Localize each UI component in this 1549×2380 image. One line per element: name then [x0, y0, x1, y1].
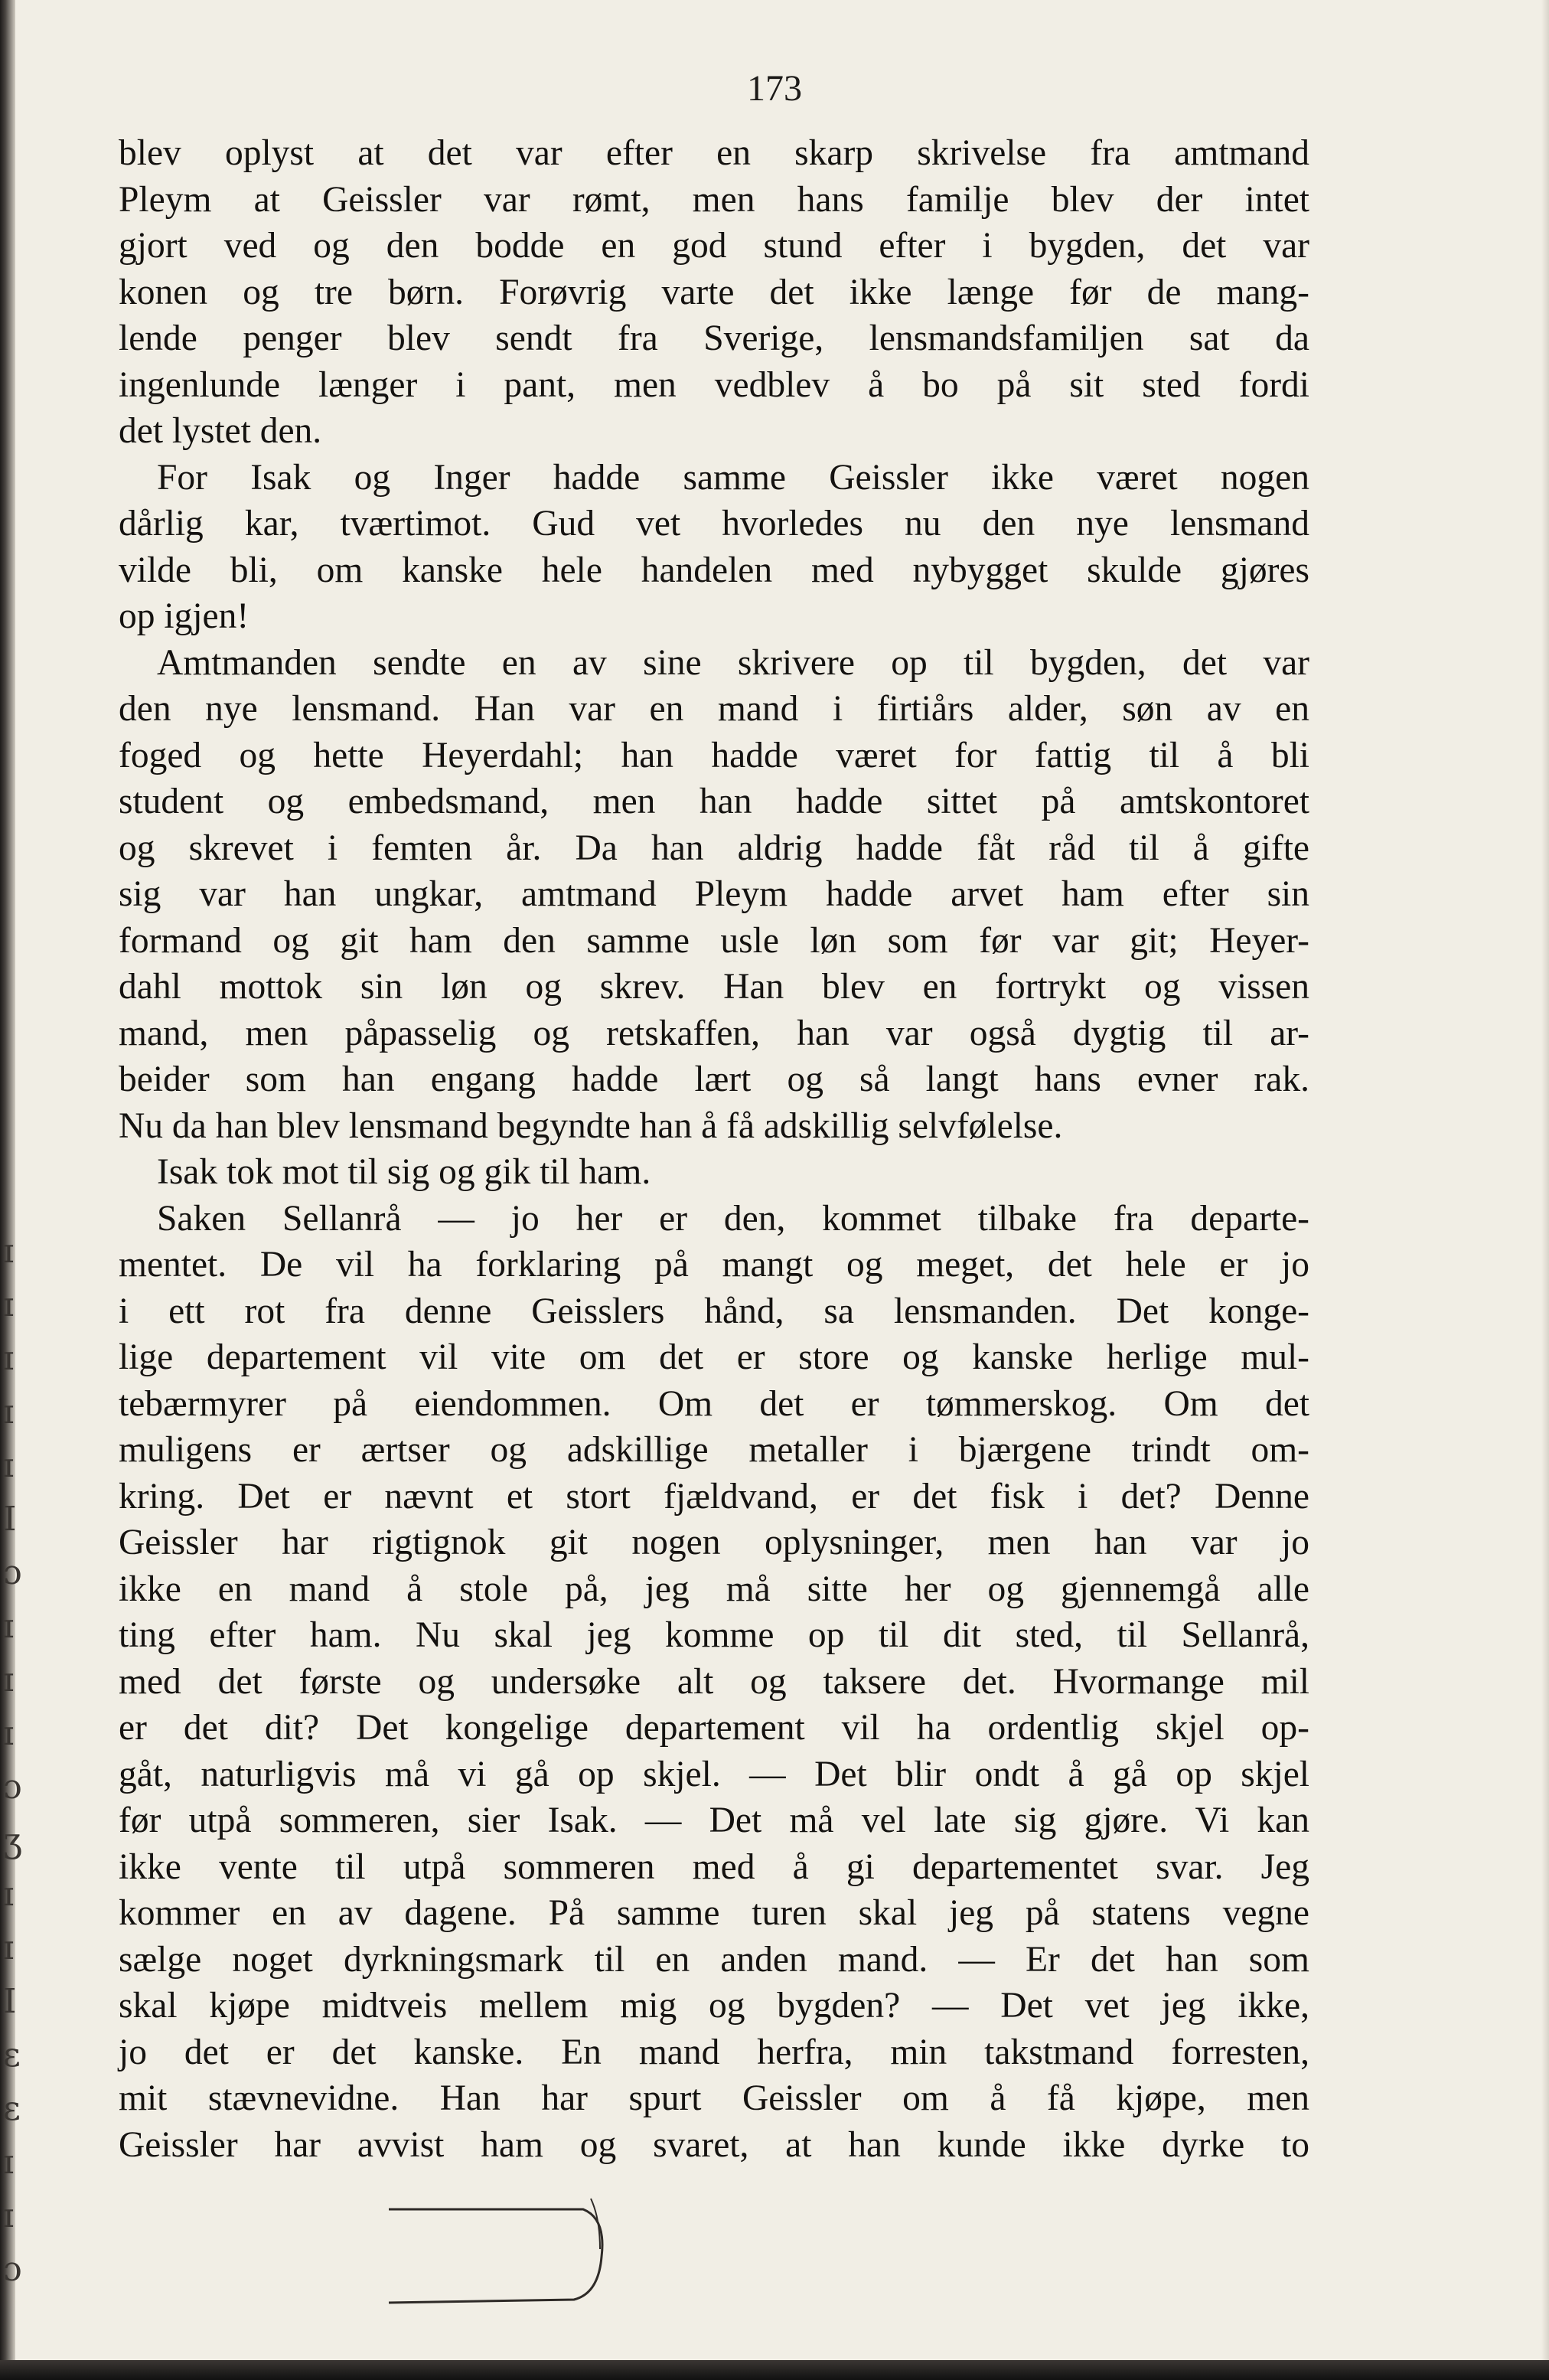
bleed-mark: ʒ [3, 1821, 22, 1860]
text-line: skal kjøpe midtveis mellem mig og bygden? — Det vet jeg ikke, [119, 1986, 1309, 2026]
bleed-mark: ɪ [3, 1446, 15, 1485]
text-line: tebærmyrer på eiendommen. Om det er tømmerskog. Om det [119, 1383, 1309, 1424]
text-line: beider som han engang hadde lært og så langt hans evner rak. [119, 1059, 1309, 1099]
text-line: sælge noget dyrkningsmark til en anden mand. — Er det han som [119, 1939, 1309, 1980]
text-line: konen og tre børn. Forøvrig varte det ikke længe før de mang- [119, 272, 1309, 312]
text-line: gåt, naturligvis må vi gå op skjel. — Det blir ondt å gå op skjel [119, 1754, 1309, 1794]
bleed-mark: ɪ [3, 1875, 15, 1914]
text-line: kring. Det er nævnt et stort fjældvand, er det fisk i det? Denne [119, 1476, 1309, 1516]
bleed-mark: ɪ [3, 1714, 15, 1753]
text-line: er det dit? Det kongelige departement vil ha ordentlig skjel op- [119, 1708, 1309, 1748]
bleed-mark: ɪ [3, 1232, 15, 1271]
bleed-mark: ɪ [3, 1660, 15, 1699]
bleed-mark: ɔ [3, 1553, 22, 1592]
bottom-scan-edge [0, 2360, 1549, 2380]
text-line: lige departement vil vite om det er store og kanske herlige mul- [119, 1337, 1309, 1377]
bleed-mark: ɪ [3, 2196, 15, 2235]
text-line: Saken Sellanrå — jo her er den, kommet tilbake fra departe- [157, 1198, 1309, 1239]
text-line: det lystet den. [119, 411, 322, 451]
paper-tab-outline [383, 2196, 605, 2310]
text-line: mand, men påpasselig og retskaffen, han var også dygtig til ar- [119, 1013, 1309, 1053]
text-line: vilde bli, om kanske hele handelen med nybygget skulde gjøres [119, 550, 1309, 590]
bleed-mark: ɔ [3, 2250, 22, 2289]
text-line: den nye lensmand. Han var en mand i firtiårs alder, søn av en [119, 689, 1309, 729]
text-line: jo det er det kanske. En mand herfra, min takstmand forresten, [119, 2032, 1309, 2072]
text-line: ikke en mand å stole på, jeg må sitte her og gjennemgå alle [119, 1569, 1309, 1609]
right-page-edge [1541, 0, 1549, 2380]
bleed-mark: ɪ [3, 1285, 15, 1324]
text-line: ikke vente til utpå sommeren med å gi departementet svar. Jeg [119, 1846, 1309, 1887]
text-line: blev oplyst at det var efter en skarp skrivelse fra amtmand [119, 133, 1309, 173]
text-line: For Isak og Inger hadde samme Geissler ikke været nogen [157, 457, 1309, 498]
text-line: lende penger blev sendt fra Sverige, lensmandsfamiljen sat da [119, 318, 1309, 358]
bleed-mark: ɪ [3, 1339, 15, 1378]
text-line: gjort ved og den bodde en god stund efter i bygden, det var [119, 226, 1309, 266]
bleed-mark: I [3, 1982, 17, 2021]
text-line: før utpå sommeren, sier Isak. — Det må vel late sig gjøre. Vi kan [119, 1801, 1309, 1840]
text-line: og skrevet i femten år. Da han aldrig hadde fåt råd til å gifte [119, 828, 1309, 868]
text-line: kommer en av dagene. På samme turen skal jeg på statens vegne [119, 1893, 1309, 1933]
bleed-mark: ɛ [3, 2036, 21, 2075]
page-number: 173 [747, 68, 802, 109]
text-line: ting efter ham. Nu skal jeg komme op til dit sted, til Sellanrå, [119, 1615, 1309, 1655]
bleed-mark: ɪ [3, 1928, 15, 1967]
text-line: mentet. De vil ha forklaring på mangt og meget, det hele er jo [119, 1245, 1309, 1285]
text-line: ingenlunde længer i pant, men vedblev å bo på sit sted fordi [119, 364, 1309, 405]
text-line: Nu da han blev lensmand begyndte han å få adskillig selvfølelse. [119, 1105, 1063, 1146]
text-line: Geissler har rigtignok git nogen oplysninger, men han var jo [119, 1523, 1309, 1562]
text-line: op igjen! [119, 596, 249, 636]
facing-page-bleed-marks [3, 1225, 23, 2289]
text-line: med det første og undersøke alt og taksere det. Hvormange mil [119, 1661, 1309, 1702]
text-line: foged og hette Heyerdahl; han hadde været for fattig til å bli [119, 735, 1309, 775]
text-line: Amtmanden sendte en av sine skrivere op til bygden, det var [157, 642, 1309, 683]
text-line: sig var han ungkar, amtmand Pleym hadde arvet ham efter sin [119, 874, 1309, 914]
text-line: mit stævnevidne. Han har spurt Geissler om å få kjøpe, men [119, 2078, 1309, 2118]
text-line: student og embedsmand, men han hadde sittet på amtskontoret [119, 782, 1309, 821]
bleed-mark: ɪ [3, 1607, 15, 1646]
bleed-mark: ɔ [3, 1768, 22, 1807]
bleed-mark: ɪ [3, 2143, 15, 2182]
text-line: muligens er ærtser og adskillige metaller i bjærgene trindt om- [119, 1430, 1309, 1470]
text-line: dårlig kar, tværtimot. Gud vet hvorledes nu den nye lensmand [119, 504, 1309, 544]
bleed-mark: ɛ [3, 2089, 21, 2128]
text-line: dahl mottok sin løn og skrev. Han blev en fortrykt og vissen [119, 967, 1309, 1007]
text-line: Geissler har avvist ham og svaret, at han kunde ikke dyrke to [119, 2124, 1309, 2165]
bleed-mark: I [3, 1500, 17, 1539]
text-line: Pleym at Geissler var rømt, men hans familje blev der intet [119, 179, 1309, 220]
text-line: formand og git ham den samme usle løn som før var git; Heyer- [119, 920, 1309, 961]
body-text [119, 130, 1309, 2168]
bleed-mark: ɪ [3, 1392, 15, 1432]
text-line: Isak tok mot til sig og gik til ham. [157, 1152, 651, 1192]
text-line: i ett rot fra denne Geisslers hånd, sa lensmanden. Det konge- [119, 1291, 1309, 1331]
